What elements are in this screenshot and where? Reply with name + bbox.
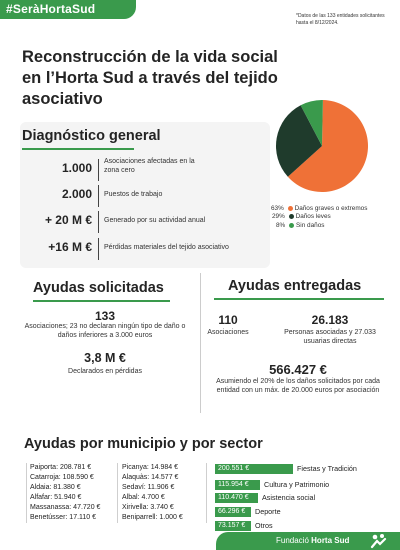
diagnostico-title: Diagnóstico general	[22, 128, 161, 144]
diag-row	[22, 237, 272, 259]
legend-dot	[289, 223, 294, 228]
divider	[98, 211, 99, 233]
fundacio-logo-icon	[370, 533, 388, 549]
solicitadas-count-desc: Asociaciones; 23 no declaran ningún tipo de daño o daños inferiores a 3.000 euros	[24, 323, 186, 339]
diag-row	[22, 158, 272, 180]
divider	[98, 185, 99, 207]
diag-value: +16 M €	[48, 240, 92, 254]
sector-label: Fiestas y Tradición	[297, 464, 357, 473]
sector-bar: 66.296 €	[215, 507, 251, 517]
sector-label: Deporte	[255, 507, 281, 516]
municipios-title: Ayudas por municipio y por sector	[24, 436, 263, 452]
entregadas-title: Ayudas entregadas	[228, 278, 362, 294]
solicitadas-amount: 3,8 M €	[84, 351, 126, 365]
list-item: Benetússer: 17.110 €	[30, 514, 97, 521]
legend-item: 29% Daños leves	[272, 213, 331, 221]
damage-pie-chart	[272, 96, 372, 196]
section-divider	[200, 273, 201, 413]
title-underline	[22, 148, 134, 150]
list-item: Albal: 4.700 €	[122, 494, 165, 501]
title-underline	[214, 298, 384, 300]
list-item: Picanya: 14.984 €	[122, 464, 179, 471]
solicitadas-title: Ayudas solicitadas	[33, 280, 164, 296]
sector-label: Asistencia social	[262, 493, 316, 502]
divider	[26, 463, 27, 523]
sector-bar: 110.470 €	[215, 493, 258, 503]
diag-value: 1.000	[61, 161, 92, 175]
divider	[98, 238, 99, 260]
divider	[117, 463, 118, 523]
pie-legend	[271, 205, 367, 230]
entregadas-assoc-desc: Asociaciones	[207, 329, 249, 336]
title-underline	[33, 300, 170, 302]
diag-label: Asociaciones afectadas en la zona cero	[104, 158, 195, 174]
legend-dot	[289, 214, 294, 219]
list-item: Alfafar: 51.940 €	[30, 494, 82, 501]
sector-label: Cultura y Patrimonio	[264, 480, 330, 489]
entregadas-assoc: 110	[218, 313, 238, 327]
org-name-bold: Horta Sud	[311, 536, 350, 545]
diag-row	[22, 210, 272, 232]
diag-value: 2.000	[61, 187, 92, 201]
footer-logo-text	[276, 536, 349, 545]
entregadas-people-desc: Personas asociadas y 27.033 usuarias directas	[284, 329, 376, 345]
sector-bar: 115.954 €	[215, 480, 260, 490]
diag-label: Generado por su actividad anual	[104, 217, 206, 224]
diag-value: + 20 M €	[44, 213, 92, 227]
list-item: Sedaví: 11.906 €	[122, 484, 175, 491]
divider	[98, 159, 99, 181]
list-item: Massanassa: 47.720 €	[30, 504, 101, 511]
diag-row	[22, 184, 272, 206]
list-item: Paiporta: 208.781 €	[30, 464, 92, 471]
list-item: Catarroja: 108.590 €	[30, 474, 94, 481]
sector-bar: 73.157 €	[215, 521, 251, 531]
solicitadas-amount-desc: Declarados en pérdidas	[68, 368, 142, 375]
legend-dot	[288, 206, 293, 211]
diag-label: Puestos de trabajo	[104, 191, 163, 198]
diag-label: Pérdidas materiales del tejido asociativo	[104, 244, 229, 251]
hashtag: #SeràHortaSud	[6, 2, 96, 16]
list-item: Xirivella: 3.740 €	[122, 504, 174, 511]
entregadas-people: 26.183	[311, 313, 349, 327]
solicitadas-count: 133	[94, 309, 116, 323]
legend-item: 63% Daños graves o extremos	[271, 205, 368, 212]
sector-label: Otros	[255, 521, 273, 530]
org-name-light: Fundació	[276, 536, 309, 545]
footnote: *Datos de las 133 entidades solicitantes hasta el 8/12/2024.	[296, 13, 385, 26]
divider	[206, 463, 207, 523]
list-item: Aldaia: 81.380 €	[30, 484, 81, 491]
page-title: Reconstrucción de la vida social en l’Horta Sud a través del tejido asociativo	[22, 48, 278, 108]
list-item: Beniparrell: 1.000 €	[122, 514, 183, 521]
list-item: Alaquàs: 14.577 €	[122, 474, 179, 481]
legend-item: 8% Sin daños	[276, 221, 325, 229]
entregadas-amount: 566.427 €	[269, 362, 327, 377]
sector-bar: 200.551 €	[215, 464, 293, 474]
municipios-col-2	[122, 463, 183, 523]
municipios-col-1	[30, 463, 100, 523]
entregadas-amount-desc: Asumiendo el 20% de los daños solicitados por cada entidad con un máx. de 20.000 euros por asociación	[216, 378, 380, 394]
